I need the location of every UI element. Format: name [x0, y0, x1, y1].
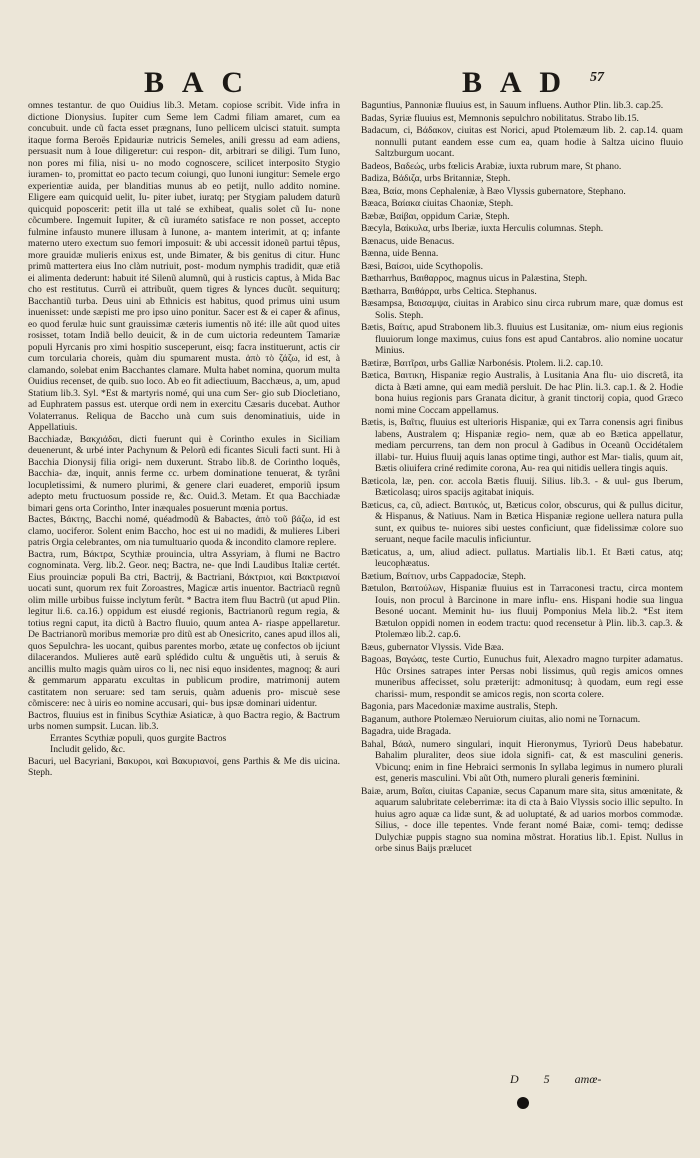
entry-paragraph: Bætis, Βαίτις, apud Strabonem lib.3. fluuius est Lusitaniæ, om- nium eius regionis fluuiorum longe maximus, cuius fons est apud Cantabros. alio nomine uocatur Minius. — [361, 322, 683, 356]
entry-paragraph: Badiza, Βάδιζα, urbs Britanniæ, Steph. — [361, 173, 511, 184]
entry-paragraph: Bahal, Βάαλ, numero singulari, inquit Hieronymus, Tyriorũ Deus habebatur. Bahalim pluraliter, deos siue idola signifi- cat, & est masculini generis. Vbicunq; enim in fine Hebraici sermonis In syllaba legimus in numero plurali est, generis masculini. Vbi aũt Oth, numero plurali generis fœminini. — [361, 738, 683, 784]
entry-paragraph: Bæaca, Βαίακα ciuitas Chaoniæ, Steph. — [361, 198, 514, 209]
entry-paragraph: Bætharrhus, Βαιθαρρος, magnus uicus in Palæstina, Steph. — [361, 273, 588, 284]
catchword: amœ- — [574, 1072, 602, 1086]
entry-paragraph: Bætharra, Βαιθάρρα, urbs Celtica. Stephanus. — [361, 285, 537, 297]
verse-line: Errantes Scythiæ populi, quos gurgite Bactros — [50, 732, 227, 744]
left-column — [28, 100, 340, 1090]
entry-paragraph: Bagoas, Βαγώας, teste Curtio, Eunuchus fuit, Alexadro magno turpiter adamatus. Hûc Orsines satrapes inter Persas nobi lissimus, quũ regis amicos omnes muneribus affecisset, solu præterijt: admonitusq; à quodam, eum regi esse charissi- mum, respondit se amicos regis, non scorta colere. — [361, 654, 683, 700]
right-running-head: B A D — [462, 66, 568, 99]
entry-paragraph: omnes testantur. de quo Ouidius lib.3. Metam. copiose scribit. Vide infra in dictione Dionysius. Iupiter cum Seme lem Cadmi filiam amaret, cum ea concubuit. unde cũ facta esset prægnans, Iuno pellicem ulcisci statuit. sumpta itaque forma Beroës Epidauriæ nutricis Semeles, anili gressu ad eam adiens, persuasit num à Ioue diligeretur: cui respon- dit, arbitrari se diligi. Tum Iuno, non pores mi filia, nisi u- no modo cognoscere, scilicet interposito Stygio iuramen- to, promittat eo pacto tecum coiungi, quo Iunoni iungitur: Semele ergo experientiæ auida, per blanditias munus ab eo petijt, nullo addito nomine. Eligere eam quicquid uelit, Iu- piter iubet, iuratq; per Stygiam paludem daturũ quicquid poposcerit: petit illa ut talé se exhibeat, qualis solet cũ Iu- none cõcumbere. Ingemuit Iupiter, & cũ iuraméto satisface re non posset, accepto fulmine infausto munere illusam à Iunone, a- mantem interimit, at q; infante materno utero exectum suo femori imposuit: & ubi accessit idoneũ partui têpus, more grauidæ mulieris enixus est, unde Bimater, & bis genitus di citur. Hunc primũ mattertera eius Ino clàm nutriuit, post- modum nymphis tradidit, quæ etiã ei alimenta dederunt: habuit ité Silenũ alumnũ, qui à rusticis captus, à Mida Bac cho est restitutus. Currũ ei attribuũt, quem tigres & lynces ducũt. sequiturq; Bacchantiũ turba. Deus uini ab Ethnicis est habitus, quod primus uini usum inuenisset: unde sæpisti me pro ipso uino ponitur. Sacer est & ei caper & afinus, eo quod ferulæ huic sunt grauissimæ cæteris iumentis nõ ité: ille aũt quod uites rosisset, totam Indiã bello deuicit, & in de cum uictoria redeuntem Tamariæ populi Hyrcanis pro ximi hospitio susceperunt, eisq; facra instituerunt, actis cir cum torcularia choreis, quàm diu spumarent musta. ἀπὸ τὸ ζάζω, id est, à clamando, solebat enim Bacchantes clamare. Multa habet nomina, quorum multa Ouidius recenset, de quib. suo loco. Ab eo fit adiectiuum, Bacchæus, a, um, apud Statium lib.3. Syl. *Est & martyris nomé, qui una cum Ser- gio sub Diocletiano, ad Euphratem passus est. uterque ordi nem in exercitu Cæsaris ducebat. Author Volaterranus. Reliqua de Baccho unà cum suis denominatiuis, uide in Appellatiuis. — [28, 100, 340, 433]
entry-paragraph: Bæticola, læ, pen. cor. accola Bætis fluuij. Silius. lib.3. - & uul- gus Iberum, Bæticolasq; uiros spacijs agitabat iniquis. — [361, 475, 683, 498]
entry-paragraph: Bæsampsa, Βαισαμψα, ciuitas in Arabico sinu circa rubrum mare, quæ domus est Solis. Steph. — [361, 298, 683, 321]
ink-blot — [517, 1097, 529, 1109]
left-running-head: B A C — [144, 66, 250, 99]
page-number: 57 — [590, 70, 604, 85]
entry-paragraph: Bætulon, Βαιτούλων, Hispaniæ fluuius est in Tarraconesi tractu, circa montem Iouis, non procul à Barcinone in mare influ- ens. Hispani hodie sua lingua Besoné uocant. Meminit hu- ius fluuij Pomponius Mela lib.2. *Est item Bætulon oppidi nomen in eodem tractu: quod recensetur à Plin. lib.3. cap.3. & Ptolemæo lib.2. cap.6. — [361, 583, 683, 640]
entry-paragraph: Bagonia, pars Macedoniæ maxime australis, Steph. — [361, 701, 558, 712]
entry-paragraph: Bæticus, ca, cũ, adiect. Βαιτικός, ut, Bæticus color, obscurus, qui & pullus dicitur, & Hispanus, & Natiuus. Nam in Bætica Hispaniæ regione uellera natura pulla sunt, ex quibus te- nuiores sibi uestes conficiunt, quæ fidelissimæ colore suo seruant, neque facile maculis inficiuntur. — [361, 499, 683, 545]
entry-paragraph: Bæbæ, Βαίβαι, oppidum Cariæ, Steph. — [361, 210, 510, 222]
signature-letter: D — [510, 1072, 519, 1086]
entry-paragraph: Bacchiadæ, Βακχιάδαι, dicti fuerunt qui è Corintho exules in Siciliam deuenerunt, & urbé inter Pachynum & Pelorũ edi ficantes Siculi facti sunt. Hi à Bacchia Dionysij filia origi- nem duxerunt. Strabo lib.8. de Corintho loquês, Bacchia- dæ, inquit, annis ferme cc. urbem dominatione tenuerat, & tyrâni locupletissimi, & numero plurimi, & genere clari euaderet, emporiũ ipsum adepto metu fructuosum posside re, &c. Ouid.3. Metam. Et qua Bacchiadæ bimari gens orta Corintho, Inter inæquales posuerunt mœnia portus. — [28, 433, 340, 514]
entry-paragraph: Baiæ, arum, Βαῖαι, ciuitas Capaniæ, secus Capanum mare sita, situs amœnitate, & aquarum salubritate celeberrimæ: ita di cta à Baio Vlyssis socio illic sepulto. In huius agro aquæ ca lidæ sunt, & ad uoluptaté, & ad uarios morbos commodæ. Silius, - doce ille tepentes. Vnde ferant nomé Baiæ, comi- temq; dedisse Dulychiæ puppis stagno sua nomina mõstrat. Horatius lib.1. Epist. Nullus in orbe sinus Baijs prælucet — [361, 785, 683, 854]
right-column — [361, 100, 683, 1090]
signature-number: 5 — [543, 1072, 550, 1086]
entry-paragraph: Bæa, Βαία, mons Cephaleniæ, à Bæo Vlyssis gubernatore, Stephano. — [361, 185, 626, 197]
entry-paragraph: Badas, Syriæ fluuius est, Memnonis sepulchro nobilitatus. Strabo lib.15. — [361, 112, 639, 124]
entry-paragraph: Bæsi, Βαίσοι, uide Scythopolis. — [361, 260, 483, 272]
entry-paragraph: Bactra, rum, Βάκτρα, Scythiæ prouincia, ultra Assyriam, à flumi ne Bactro cognominata. Verg. lib.2. Geor. neq; Bactra, ne- que Indi Laudibus Italiæ certét. Eius prouinciæ populi Ba ctri, Bactrij, & Bactriani, Βάκτριοι, καὶ Βακτριανοί uocati sunt, quorum rex fuit Zoroastres, Magicæ artis inuentor. Bactriacũ regnũ olim mille urbibus fuisse inclytum ferũt. * Bactra item fluu Bactrũ (ut apud Plin. legitur li.6. ca.16.) oppidum est eiusdé regionis, Bactrianorũ regum regia, & totius regni caput, ita dictũ à Bactro fluuio, quum antea A- riaspe appellaretur. De Bactrianorũ moribus memoriæ pro ditũ est ab Onesicrito, canes apud illos ali, quos Sepulchra- les uocant, quibus parentes morbo, ætate uę confectos ob ijciunt dilacerandos. Mulieres autẽ earũ splédido cultu & unguẽtis uti, à seruis & ancillis multo magis quàm uiros co li, nec nisi equo insidentes, magnoq; & auri & gemmarum apparatu excultas in publicum prodire, matrimonij autem castitatem non seruare: sed tam seruis, quàm aduenis pro- miscuè sese cõmiscere: nec à uiris eo nomine accusari, qui- bus ipsæ dominari uidentur. — [28, 548, 340, 709]
entry-paragraph: Bacuri, uel Bacyriani, Βακυροι, καὶ Βακυριανοί, gens Parthis & Me dis uicina. Steph. — [28, 755, 340, 778]
entry-paragraph: Baganum, authore Ptolemæo Neruiorum ciuitas, alio nomi ne Tornacum. — [361, 713, 641, 725]
verse-line: Includit gelido, &c. — [50, 744, 126, 755]
entry-paragraph: Bænacus, uide Benacus. — [361, 235, 455, 247]
entry-paragraph: Bæus, gubernator Vlyssis. Vide Bæa. — [361, 641, 504, 653]
entry-paragraph: Bænna, uide Benna. — [361, 248, 439, 259]
entry-paragraph: Badeos, Βαδεώς, urbs fœlicis Arabiæ, iuxta rubrum mare, St phano. — [361, 160, 622, 172]
entry-paragraph: Bæcyla, Βαίκυλα, urbs Iberiæ, iuxta Herculis columnas. Steph. — [361, 223, 604, 234]
entry-paragraph: Baguntius, Pannoniæ fluuius est, in Sauum influens. Author Plin. lib.3. cap.25. — [361, 100, 664, 111]
entry-paragraph: Bætica, Βαιτικη, Hispaniæ regio Australis, à Lusitania Ana flu- uio discretâ, ita dicta à Bæti amne, qui eam mediã persluit. De hac Plin. li.3. cap.1. & 2. Hodie bona huius regionis pars Granata dicitur, à granit tinctorij copia, quod Græco nomi mine Coccam appellamus. — [361, 370, 683, 416]
entry-paragraph: Bagadra, uide Bragada. — [361, 726, 452, 737]
entry-paragraph: Badacum, ci, Βάδακον, ciuitas est Norici, apud Ptolemæum lib. 2. cap.14. quam nonnulli putant eandem esse cum ea, quam hodie à Saltza uicino fluuio Saltzburgum uocant. — [361, 125, 683, 159]
entry-paragraph: Bætium, Βαίτιον, urbs Cappadociæ, Steph. — [361, 570, 526, 582]
entry-paragraph: Bætiræ, Βαιτῖραι, urbs Galliæ Narbonésis. Ptolem. li.2. cap.10. — [361, 357, 604, 369]
entry-paragraph: Bactros, fluuius est in finibus Scythiæ Asiaticæ, à quo Bactra regio, & Bactrum urbs nomen sumpsit. Lucan. lib.3. — [28, 709, 340, 732]
signature-line — [510, 1072, 623, 1087]
entry-paragraph: Bactes, Βάκτης, Bacchi nomé, quéadmodũ & Babactes, ἀπὸ τοῦ βάζω, id est clamo, uociferor. Solent enim Baccho, hoc est ui no madidi, & mulieres Liberi patris Orgia celebrantes, om nia tumultuario quoda & incondito clamore replere. — [28, 514, 340, 548]
entry-paragraph: Bætis, is, Βαῖτις, fluuius est ulterioris Hispaniæ, qui ex Tarra conensis agri finibus labens, Australem q; Hispaniæ regio- nem, quæ ab eo Bætica appellatur, mediam percurrens, tan dem non procul à Gadibus in Oceanũ Occidétalem illabi- tur. Huius fluuij aquis lanas optime tingi, author est Mar- tialis, quum ait, Bætis oliuifera criné redimite corona, Au- rea qui nitidis uellera tingis aquis. — [361, 417, 683, 474]
entry-paragraph: Bæticatus, a, um, aliud adiect. pullatus. Martialis lib.1. Et Bæti catus, atq; leucophæatus. — [361, 546, 683, 569]
